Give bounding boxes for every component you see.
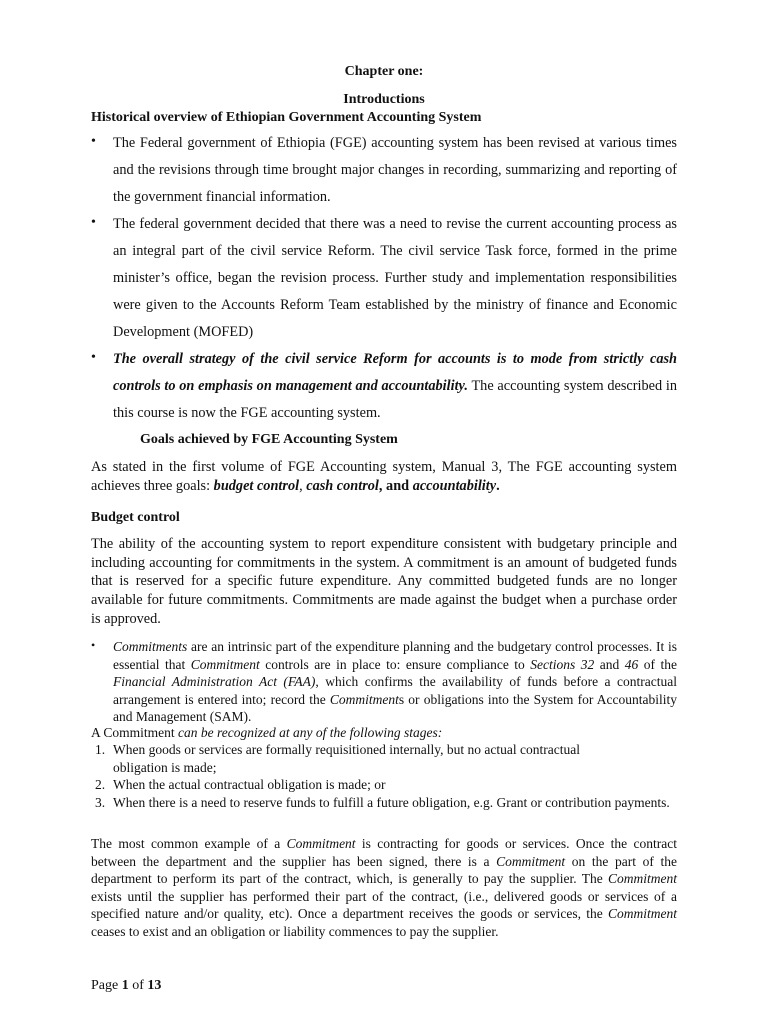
bullet-icon: •	[91, 215, 96, 230]
commitments-text	[91, 638, 677, 726]
commitments-bullet	[91, 638, 677, 726]
list-text: When goods or services are formally requisitioned internally, but no actual contractual obligation is made;	[113, 742, 580, 775]
goals-paragraph	[91, 458, 677, 495]
budget-paragraph: The ability of the accounting system to report expenditure consistent with budgetary principle and including accounting for commitments in the system. A commitment is an amount of budgeted funds that is reserved for a specific future expenditure. Any committed budgeted funds are no longer available for future commitments. Commitments are made against the budget when a purchase order is approved.	[91, 536, 677, 627]
text: The most common example of a	[91, 836, 287, 851]
historical-heading: Historical overview of Ethiopian Government Accounting System	[91, 110, 482, 125]
goals-sep: , and	[378, 477, 413, 494]
bullet-item	[91, 211, 677, 346]
bullet-icon: •	[91, 134, 96, 149]
stages-list	[91, 741, 677, 811]
list-item	[91, 741, 677, 776]
term: Commitments	[113, 639, 188, 654]
bullet-item	[91, 130, 677, 211]
list-item	[91, 776, 677, 794]
page-number: 1	[121, 978, 129, 993]
page-footer	[91, 978, 161, 994]
budget-heading: Budget control	[91, 510, 180, 525]
bullet-item	[91, 346, 677, 427]
list-text: When there is a need to reserve funds to fulfill a future obligation, e.g. Grant or contribution payments.	[113, 794, 670, 810]
footer-text: Page	[91, 978, 122, 993]
term: Commitment	[608, 871, 677, 886]
text: are an intrinsic part of the expenditure planning and the budgetary control processes. It is essential that	[113, 639, 677, 672]
text: , which confirms the availability of funds before a contractual arrangement is entered into; record the	[113, 674, 677, 707]
bullet-icon: •	[91, 350, 96, 365]
text: ceases to exist and an obligation or liability commences to pay the supplier.	[91, 923, 499, 939]
text: A Commitment	[91, 725, 175, 740]
bullet-text: The federal government decided that there was a need to revise the current accounting process as an integral part of the civil service Reform. The civil service Task force, formed in the prime minister’s office, began the revision process. Further study and implementation responsibilities were given to the Accounts Reform Team established by the ministry of finance and Economic Development (MOFED)	[113, 216, 677, 340]
chapter-title: Chapter one:	[344, 64, 424, 79]
term: Commitment	[190, 656, 260, 672]
text: and	[594, 656, 625, 672]
bullet-rest: The accounting system described in this course is now the FGE accounting system.	[113, 378, 677, 421]
page-total: 13	[147, 978, 162, 993]
term: Sections 32	[530, 656, 595, 672]
goal-budget: budget control	[213, 477, 300, 494]
text: on the part of the department to perform its part of the contract, which, is generally to pay the supplier. The	[91, 853, 677, 886]
goal-cash: cash control	[306, 477, 379, 494]
goals-heading: Goals achieved by FGE Accounting System	[140, 432, 398, 447]
term: 46	[624, 656, 639, 672]
goals-text: As stated in the first volume of FGE Accounting system, Manual 3, The FGE accounting system achieves three goals:	[91, 459, 677, 494]
list-number: 3.	[95, 794, 106, 810]
text: is contracting for goods or services. Once the contract between the department and the supplier has been signed, there is a	[91, 836, 677, 869]
goals-sep: ,	[299, 477, 307, 494]
bullet-text	[113, 346, 677, 427]
term: Commitment	[329, 691, 399, 707]
term: Commitment	[608, 906, 677, 921]
term: can be recognized at any of the following stages:	[174, 725, 443, 740]
footer-text: of	[128, 978, 148, 993]
list-item	[91, 794, 677, 812]
bullet-list	[91, 130, 677, 427]
stages-intro	[91, 724, 677, 742]
goals-end: .	[496, 477, 500, 494]
bullet-emphasis: The overall strategy of the civil service Reform for accounts is to mode from strictly cash controls to on emphasis on management and accountability.	[113, 351, 677, 394]
text: exists until the supplier has performed their part of the contract, (i.e., delivered goods or services of a specified nature and/or quality, etc). Once a department receives the goods or services, the	[91, 888, 677, 921]
list-number: 2.	[95, 777, 106, 792]
goal-accountability: accountability	[412, 477, 497, 494]
bullet-text: The Federal government of Ethiopia (FGE) accounting system has been revised at various times and the revisions through time brought major changes in recording, summarizing and reporting of the government financial information.	[113, 135, 677, 205]
final-paragraph	[91, 835, 677, 940]
list-number: 1.	[95, 742, 106, 757]
text: s or obligations into the System for Accountability and Management (SAM).	[113, 691, 677, 724]
text: controls are in place to: ensure compliance to	[259, 656, 531, 672]
bullet-icon: •	[91, 638, 96, 652]
term: Financial Administration Act (FAA)	[113, 674, 316, 689]
introductions-title: Introductions	[343, 92, 425, 107]
term: Commitment	[286, 836, 356, 851]
term: Commitment	[496, 853, 566, 869]
text: of the	[638, 656, 677, 672]
list-text: When the actual contractual obligation is made; or	[113, 777, 386, 792]
